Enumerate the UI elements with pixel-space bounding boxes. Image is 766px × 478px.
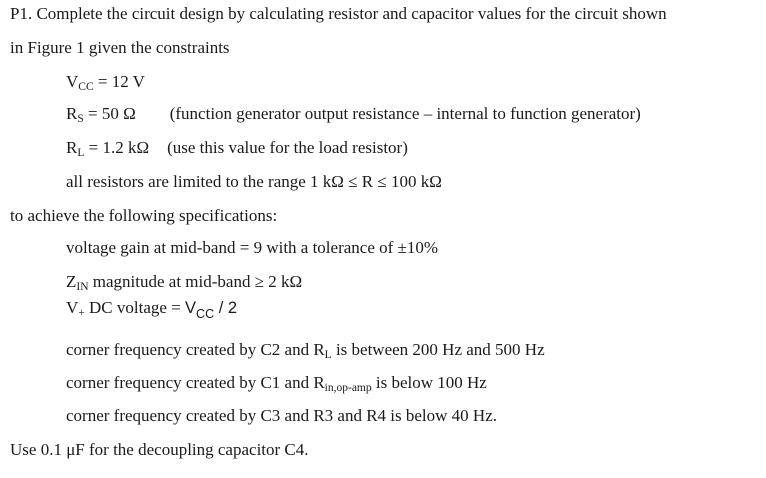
spec-vplus [66, 298, 238, 321]
constraint-vcc [66, 72, 145, 92]
corner-c1-text-a: corner frequency created by C1 and R [66, 373, 325, 392]
spec-corner-c2 [66, 340, 545, 360]
vplus-vcc-tail: / 2 [214, 299, 238, 317]
rs-note: (function generator output resistance – internal to function generator) [169, 104, 641, 123]
vplus-vcc-variable: V [185, 299, 197, 317]
rl-variable: R [66, 138, 78, 157]
intro-line-1: P1. Complete the circuit design by calculating resistor and capacitor values for the circuit shown [10, 4, 667, 23]
vcc-variable: V [66, 72, 79, 91]
vcc-value: = 12 V [93, 72, 145, 91]
vplus-variable: V [66, 298, 79, 317]
constraint-range: all resistors are limited to the range 1 kΩ ≤ R ≤ 100 kΩ [66, 172, 442, 191]
spec-zin [66, 272, 302, 292]
rs-value: = 50 Ω [83, 104, 136, 123]
intro-line-2: in Figure 1 given the constraints [10, 38, 230, 57]
vcc-subscript: CC [78, 81, 94, 93]
vplus-text: DC voltage = [84, 298, 186, 317]
rs-variable: R [66, 104, 78, 123]
zin-text: magnitude at mid-band ≥ 2 kΩ [88, 272, 303, 291]
spec-gain: voltage gain at mid-band = 9 with a tolerance of ±10% [66, 238, 439, 257]
spec-corner-c3: corner frequency created by C3 and R3 and R4 is below 40 Hz. [66, 406, 498, 425]
corner-c1-text-b: is below 100 Hz [371, 373, 487, 392]
vplus-vcc-subscript: CC [196, 307, 215, 321]
rs-subscript: S [77, 113, 84, 125]
constraint-rl [66, 138, 408, 158]
vplus-subscript: + [78, 307, 85, 319]
rl-subscript: L [77, 147, 85, 159]
zin-variable: Z [66, 272, 77, 291]
corner-c2-subscript: L [324, 349, 332, 361]
corner-c1-subscript: in,op-amp [324, 382, 372, 394]
constraint-rs [66, 104, 641, 124]
rl-note: (use this value for the load resistor) [167, 138, 408, 157]
vplus-vcc [185, 299, 238, 321]
corner-c2-text-a: corner frequency created by C2 and R [66, 340, 325, 359]
zin-subscript: IN [76, 281, 89, 293]
decoupling-line: Use 0.1 μF for the decoupling capacitor C4. [10, 440, 309, 459]
spec-corner-c1 [66, 373, 487, 393]
rl-value: = 1.2 kΩ [84, 138, 150, 157]
achieve-line: to achieve the following specifications: [10, 206, 278, 225]
corner-c2-text-b: is between 200 Hz and 500 Hz [331, 340, 545, 359]
